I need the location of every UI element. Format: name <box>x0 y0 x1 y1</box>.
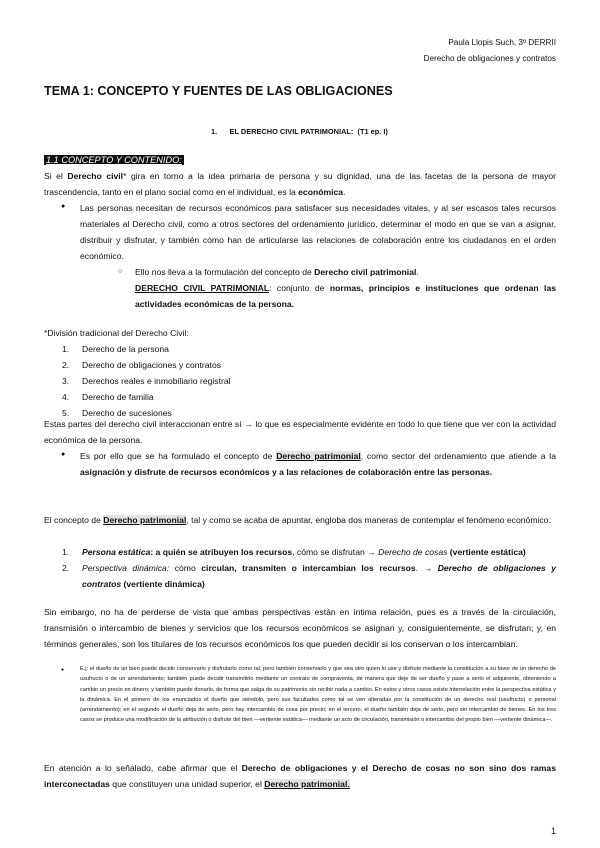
subheading <box>211 127 388 136</box>
intro-text-3: . <box>343 187 346 197</box>
sub1-text-1: Ello nos lleva a la formulación del concepto de <box>135 267 315 277</box>
conclusion-text-2: que constituyen una unidad superior, el <box>109 779 265 789</box>
subheading-text: EL DERECHO CIVIL PATRIMONIAL: <box>229 127 354 136</box>
intro-bold-2: económica <box>298 187 344 197</box>
subheading-number: 1. <box>211 127 218 136</box>
conclusion-paragraph <box>44 760 556 792</box>
intro-bold-1: Derecho civil <box>67 171 124 181</box>
division-item: 4. Derecho de familia <box>62 392 154 402</box>
example-paragraph: E.j: el dueño de un bien puede decidir conservarlo y disfrutarlo como tal, pero también conservarlo y que sea otro quien lo use y disfrute mediante la constitución a su favor de un derecho de usufructo o de un arrendamiento; también puede decidir transmitirlo mediante un contrato de compraventa, de manera que deje de ser dueño y pase a serlo el adquirente, obteniendo a cambio un precio en dinero; y también puede donarlo, de forma que salga de su patrimonio sin recibir nada a cambio. En estos y otros casos existe interrelación entre la perspectiva estática y la dinámica. En el primero de los enunciados el dueño que siéndolo, pero sus facultades como tal se ven alteradas por la constitución de un derecho real (usufructo) o personal (arrendamiento); en el segundo el dueño deja de serlo, pero hay intercambio de cosa por precio; en el tercero, el dueño también deja de serlo, pero sin intercambio de bienes. En los tres casos se produce una modificación de la atribución o disfrute del bien —vertiente estática— mediante un acto de circulación, transmisión o intercambio del propio bien —vertiente dinámica—. <box>80 666 556 724</box>
intro-text-2: * gira en torno a la idea primaria de persona y su dignidad, una de las facetas de la persona de mayor trascendencia, tanto en el plano social como en el individual, es la <box>44 171 557 197</box>
definition-term: DERECHO CIVIL PATRIMONIAL <box>135 283 270 293</box>
perspective-item: 2. Perspectiva dinámica: cómo circulan, transmiten o intercambian los recursos. → Derecho de obligaciones y contratos (vertiente dinámica) <box>62 563 556 589</box>
bullet-icon: ● <box>61 203 66 210</box>
bullet-icon: ● <box>61 451 66 458</box>
definition-text: : conjunto de <box>269 283 330 293</box>
page-title: TEMA 1: CONCEPTO Y FUENTES DE LAS OBLIGACIONES <box>44 84 393 98</box>
bullet-paragraph-1: Las personas necesitan de recursos económicos para satisfacer sus necesidades vitales, y al ser escasos tales recursos materiales al Derecho civil, como a otros sectores del ordenamiento jurídico, determinar el modo en que se van a asignar, distribuir y disfrutar, y también cómo han de articularse las relaciones de colaboración entre los ciudadanos en el orden económico. <box>80 203 556 261</box>
header-author: Paula Llopis Such, 3º DERRII <box>448 38 556 47</box>
concept-paragraph <box>44 512 556 528</box>
interact-paragraph: Estas partes del derecho civil interaccionan entre sí → lo que es especialmente evidente en todo lo que tiene que ver con la actividad económica de la persona. <box>44 419 556 445</box>
intro-text-1: Si el <box>44 171 68 181</box>
conclusion-underlined: Derecho patrimonial. <box>264 779 350 789</box>
bullet2-underlined: Derecho patrimonial <box>276 451 361 461</box>
bullet2-bold: asignación y disfrute de recursos económicos y a las relaciones de colaboración entre las personas. <box>80 467 493 477</box>
however-paragraph: Sin embargo, no ha de perderse de vista que ambas perspectivas están en íntima relación, pues es a través de la circulación, transmisión o intercambio de bienes y servicios que los recursos económicos se asignan y, consiguientemente, se disfrutan; y, en términos generales, son los titulares de los recursos económicos los que pueden decidir si los conservan o los intercambian. <box>44 607 556 649</box>
concept-text-1: El concepto de <box>44 515 104 525</box>
section-heading: 1.1 CONCEPTO Y CONTENIDO: <box>46 155 182 165</box>
sub1-text-2: . <box>416 267 419 277</box>
bullet-paragraph-2 <box>80 448 556 480</box>
sub-bullet-paragraph <box>135 264 556 312</box>
conclusion-bold: Derecho de obligaciones y el Derecho de cosas no son sino dos ramas interconectadas <box>44 763 556 789</box>
conclusion-text-1: En atención a lo señalado, cabe afirmar que el <box>44 763 242 773</box>
intro-paragraph <box>44 168 556 200</box>
division-heading: *División tradicional del Derecho Civil: <box>44 328 189 338</box>
subheading-ref: (T1 ep. I) <box>357 127 388 136</box>
division-item: 2. Derecho de obligaciones y contratos <box>62 360 222 370</box>
bullet2-text-1: Es por ello que se ha formulado el concepto de <box>80 451 277 461</box>
header-subject: Derecho de obligaciones y contratos <box>423 54 556 63</box>
page-number: 1 <box>550 826 556 836</box>
perspective-item: 1. Persona estática: a quién se atribuyen los recursos, cómo se disfrutan → Derecho de cosas (vertiente estática) <box>62 547 526 557</box>
division-item: 3. Derechos reales e inmobiliario registral <box>62 376 231 386</box>
division-item: 5. Derecho de sucesiones <box>62 408 172 418</box>
concept-underlined: Derecho patrimonial <box>103 515 187 525</box>
sub1-bold: Derecho civil patrimonial <box>314 267 417 277</box>
perspective-list <box>62 544 556 592</box>
bullet2-text-2: , como sector del ordenamiento que atiende a la <box>360 451 556 461</box>
definition-bold: normas, principios e instituciones que ordenan las actividades económicas de la persona. <box>135 283 557 309</box>
concept-text-2: , tal y como se acaba de apuntar, engloba dos maneras de contemplar el fenómeno económico. <box>186 515 551 525</box>
small-bullet-icon: ● <box>61 667 65 673</box>
circle-bullet-icon: ○ <box>118 268 123 275</box>
division-item: 1. Derecho de la persona <box>62 344 169 354</box>
division-list <box>62 341 362 421</box>
